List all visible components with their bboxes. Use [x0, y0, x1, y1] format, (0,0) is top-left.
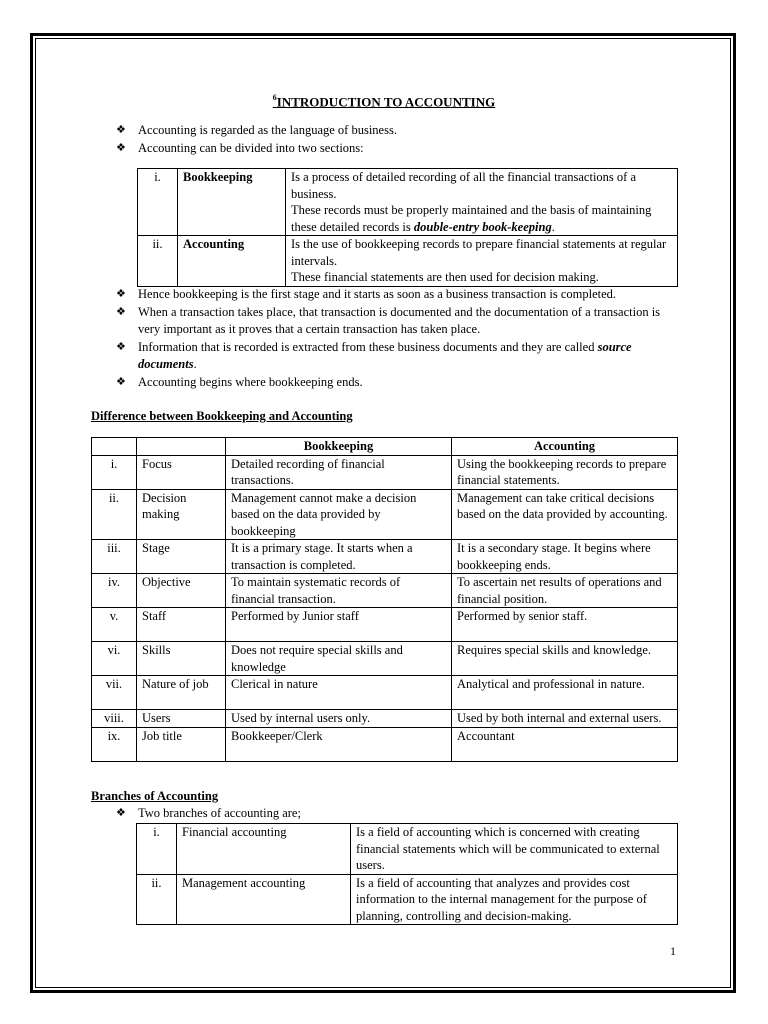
- diamond-bullet-icon: ❖: [116, 288, 126, 300]
- section-description: Is a process of detailed recording of all the financial transactions of a business. These records must be properly maintained and the basis of maintaining these detailed records is double-entry book-keeping.: [286, 169, 678, 236]
- table-row: vi. Skills Does not require special skills and knowledge Requires special skills and knowledge.: [92, 642, 678, 676]
- table-row: i. Financial accounting Is a field of accounting which is concerned with creating financial statements which will be communicated to external users.: [137, 824, 678, 875]
- diamond-bullet-icon: ❖: [116, 340, 126, 353]
- diamond-bullet-icon: ❖: [116, 807, 126, 819]
- branch-name: Financial accounting: [177, 824, 351, 875]
- list-item: ❖ When a transaction takes place, that transaction is documented and the documentation of a transaction is very important as it proves that a certain transaction has taken place.: [116, 304, 661, 336]
- sections-table: [137, 168, 678, 287]
- section-term: Bookkeeping: [178, 169, 286, 236]
- branch-description: Is a field of accounting which is concerned with creating financial statements which will be communicated to external users.: [351, 824, 678, 875]
- list-item: ❖ Information that is recorded is extracted from these business documents and they are called source documents.: [116, 339, 632, 371]
- table-row: [138, 236, 678, 287]
- page-number: 1: [670, 944, 676, 958]
- table-row: iii. Stage It is a primary stage. It starts when a transaction is completed. It is a secondary stage. It begins where bookkeeping ends.: [92, 540, 678, 574]
- row-number: ii.: [138, 236, 178, 287]
- diamond-bullet-icon: ❖: [116, 305, 126, 318]
- title-text: INTRODUCTION TO ACCOUNTING: [276, 94, 496, 110]
- difference-heading: Difference between Bookkeeping and Accounting: [91, 409, 353, 423]
- footnote-mark: 6: [272, 93, 277, 102]
- table-row: i. Focus Detailed recording of financial transactions. Using the bookkeeping records to prepare financial statements.: [92, 455, 678, 489]
- list-item: ❖ Accounting begins where bookkeeping ends.: [116, 374, 672, 392]
- list-item: ❖ Accounting is regarded as the language of business.: [116, 122, 676, 140]
- table-row: vii. Nature of job Clerical in nature Analytical and professional in nature.: [92, 676, 678, 710]
- list-item: ❖ Two branches of accounting are;: [116, 805, 672, 823]
- table-row: iv. Objective To maintain systematic records of financial transaction. To ascertain net results of operations and financial position.: [92, 574, 678, 608]
- emphasis-text: source documents: [138, 339, 632, 371]
- notes-bullet-list: [116, 286, 672, 391]
- row-number: i.: [138, 169, 178, 236]
- table-row: ix. Job title Bookkeeper/Clerk Accountant: [92, 727, 678, 761]
- emphasis-text: double-entry book-keeping: [413, 219, 552, 234]
- page-title: [0, 94, 768, 110]
- intro-bullet-list: [116, 122, 676, 157]
- branch-name: Management accounting: [177, 874, 351, 925]
- diamond-bullet-icon: ❖: [116, 124, 126, 136]
- table-row: ii. Decision making Management cannot make a decision based on the data provided by bookkeeping Management can take critical decisions based on the data provided by accounting.: [92, 489, 678, 540]
- table-row: ii. Management accounting Is a field of accounting that analyzes and provides cost information to the internal management for the purpose of planning, controlling and decision-making.: [137, 874, 678, 925]
- section-description: Is the use of bookkeeping records to prepare financial statements at regular intervals. These financial statements are then used for decision making.: [286, 236, 678, 287]
- difference-table: [91, 437, 678, 762]
- branches-table: [136, 823, 678, 925]
- diamond-bullet-icon: ❖: [116, 141, 126, 154]
- column-header-accounting: Accounting: [452, 438, 678, 456]
- table-row: v. Staff Performed by Junior staff Performed by senior staff.: [92, 608, 678, 642]
- table-row: viii. Users Used by internal users only. Used by both internal and external users.: [92, 710, 678, 728]
- table-row: [138, 169, 678, 236]
- branches-bullet-list: [116, 805, 672, 823]
- table-header-row: [92, 438, 678, 456]
- section-term: Accounting: [178, 236, 286, 287]
- branch-description: Is a field of accounting that analyzes and provides cost information to the internal management for the purpose of planning, controlling and decision-making.: [351, 874, 678, 925]
- branches-heading: Branches of Accounting: [91, 789, 219, 803]
- list-item: ❖ Accounting can be divided into two sections:: [116, 140, 676, 158]
- diamond-bullet-icon: ❖: [116, 375, 126, 388]
- list-item: ❖ Hence bookkeeping is the first stage and it starts as soon as a business transaction is completed.: [116, 286, 672, 304]
- column-header-bookkeeping: Bookkeeping: [226, 438, 452, 456]
